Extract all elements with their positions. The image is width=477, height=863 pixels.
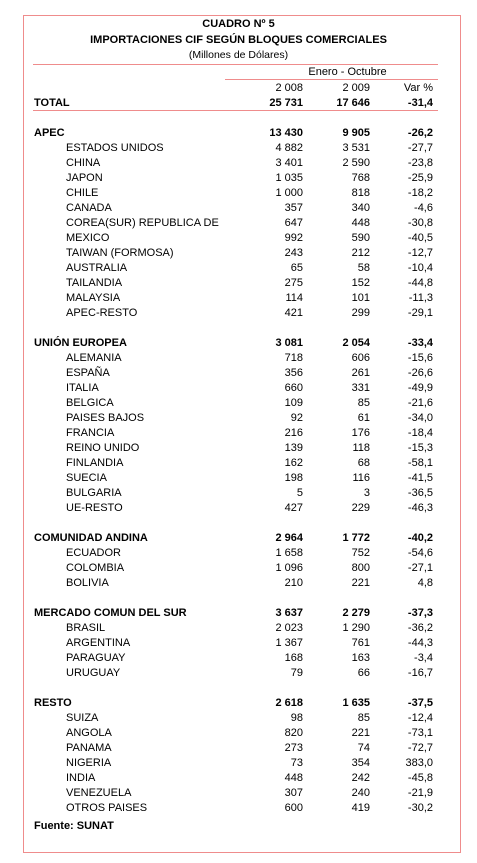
value-2008: 114 — [285, 292, 303, 304]
row-label: REINO UNIDO — [66, 442, 140, 454]
row-label: COLOMBIA — [66, 562, 125, 574]
value-2008: 98 — [290, 712, 303, 724]
row-label: MALAYSIA — [66, 292, 121, 304]
value-var: -18,2 — [407, 187, 433, 199]
value-var: -44,3 — [407, 637, 433, 649]
value-var: -11,3 — [408, 292, 433, 304]
row-label: CANADA — [66, 202, 112, 214]
value-var: 4,8 — [417, 577, 433, 589]
value-2008: 718 — [284, 352, 303, 364]
value-2009: 212 — [351, 247, 370, 259]
value-2009: 229 — [351, 502, 370, 514]
value-2008: 3 637 — [275, 607, 303, 619]
row-label: BULGARIA — [66, 487, 122, 499]
row-label: NIGERIA — [66, 757, 112, 769]
value-var: -26,6 — [407, 367, 433, 379]
value-2009: 606 — [351, 352, 370, 364]
value-var: -45,8 — [407, 772, 433, 784]
value-2008: 162 — [284, 457, 303, 469]
source-note: Fuente: SUNAT — [34, 820, 114, 832]
row-label: TOTAL — [34, 97, 70, 109]
value-2008: 1 035 — [275, 172, 303, 184]
value-2009: 85 — [357, 397, 370, 409]
value-var: -15,3 — [407, 442, 433, 454]
column-header-2009: 2 009 — [342, 82, 370, 94]
table-units: (Millones de Dólares) — [188, 49, 289, 61]
value-2008: 820 — [284, 727, 303, 739]
value-2009: 768 — [351, 172, 370, 184]
value-2009: 818 — [351, 187, 370, 199]
row-label: BOLIVIA — [66, 577, 109, 589]
value-var: -49,9 — [407, 382, 433, 394]
value-2008: 357 — [284, 202, 303, 214]
value-2009: 221 — [351, 727, 370, 739]
row-label: OTROS PAISES — [66, 802, 148, 814]
value-2008: 2 023 — [275, 622, 303, 634]
value-2009: 261 — [351, 367, 370, 379]
value-var: -3,4 — [414, 652, 433, 664]
value-var: -40,2 — [407, 532, 433, 544]
value-var: -18,4 — [407, 427, 433, 439]
value-2008: 109 — [284, 397, 303, 409]
value-2008: 243 — [284, 247, 303, 259]
value-2009: 761 — [351, 637, 370, 649]
row-label: UE-RESTO — [66, 502, 123, 514]
value-var: -21,6 — [407, 397, 433, 409]
value-2009: 74 — [357, 742, 370, 754]
value-2008: 198 — [284, 472, 303, 484]
value-2009: 9 905 — [342, 127, 370, 139]
value-var: -16,7 — [407, 667, 433, 679]
table-subtitle: IMPORTACIONES CIF SEGÚN BLOQUES COMERCIALES — [90, 34, 387, 46]
row-label: ARGENTINA — [66, 637, 131, 649]
value-2009: 17 646 — [336, 97, 370, 109]
row-label: ITALIA — [66, 382, 99, 394]
value-2008: 92 — [290, 412, 303, 424]
value-2008: 647 — [284, 217, 303, 229]
value-2008: 1 000 — [275, 187, 303, 199]
value-2009: 590 — [351, 232, 370, 244]
value-2009: 1 290 — [342, 622, 370, 634]
value-2008: 275 — [284, 277, 303, 289]
value-2009: 68 — [357, 457, 370, 469]
row-label: ESPAÑA — [66, 367, 110, 379]
value-2009: 242 — [351, 772, 370, 784]
value-var: -23,8 — [407, 157, 433, 169]
row-label: SUECIA — [66, 472, 107, 484]
value-2009: 66 — [357, 667, 370, 679]
row-label: URUGUAY — [66, 667, 121, 679]
value-var: -72,7 — [407, 742, 433, 754]
value-var: -33,4 — [407, 337, 433, 349]
value-var: -21,9 — [407, 787, 433, 799]
value-2009: 152 — [351, 277, 370, 289]
value-2009: 1 772 — [342, 532, 370, 544]
row-label: ALEMANIA — [66, 352, 122, 364]
row-label: ECUADOR — [66, 547, 122, 559]
row-label: MERCADO COMUN DEL SUR — [34, 607, 187, 619]
value-2008: 660 — [284, 382, 303, 394]
value-2008: 3 081 — [275, 337, 303, 349]
value-2009: 1 635 — [342, 697, 370, 709]
value-2009: 61 — [357, 412, 370, 424]
row-label: BELGICA — [66, 397, 114, 409]
value-2009: 331 — [351, 382, 370, 394]
row-label: TAILANDIA — [66, 277, 123, 289]
row-label: PANAMA — [66, 742, 112, 754]
value-var: -25,9 — [407, 172, 433, 184]
row-label: UNIÓN EUROPEA — [34, 337, 127, 349]
period-rule — [225, 79, 438, 80]
value-2009: 85 — [357, 712, 370, 724]
row-label: ANGOLA — [66, 727, 112, 739]
row-label: APEC-RESTO — [66, 307, 138, 319]
value-2008: 2 618 — [275, 697, 303, 709]
value-2009: 3 — [363, 487, 370, 499]
value-2009: 240 — [351, 787, 370, 799]
value-var: -31,4 — [407, 97, 433, 109]
row-label: COMUNIDAD ANDINA — [34, 532, 148, 544]
value-var: -37,3 — [407, 607, 433, 619]
value-var: -12,4 — [407, 712, 433, 724]
row-label: APEC — [34, 127, 65, 139]
row-label: CHILE — [66, 187, 99, 199]
value-var: -10,4 — [407, 262, 433, 274]
period-label: Enero - Octubre — [308, 66, 387, 78]
value-2009: 752 — [351, 547, 370, 559]
value-var: -29,1 — [407, 307, 433, 319]
value-2008: 307 — [284, 787, 303, 799]
value-2009: 118 — [352, 442, 370, 454]
value-2009: 800 — [351, 562, 370, 574]
value-2009: 299 — [351, 307, 370, 319]
value-2008: 1 658 — [275, 547, 303, 559]
column-header-2008: 2 008 — [275, 82, 303, 94]
value-var: -34,0 — [407, 412, 433, 424]
value-var: -36,2 — [407, 622, 433, 634]
value-2008: 2 964 — [275, 532, 303, 544]
row-label: JAPON — [66, 172, 103, 184]
row-label: TAIWAN (FORMOSA) — [66, 247, 174, 259]
value-var: -40,5 — [407, 232, 433, 244]
row-label: COREA(SUR) REPUBLICA DE — [66, 217, 219, 229]
value-2008: 600 — [284, 802, 303, 814]
value-var: 383,0 — [405, 757, 433, 769]
row-label: FRANCIA — [66, 427, 115, 439]
row-label: BRASIL — [66, 622, 106, 634]
value-var: -30,2 — [407, 802, 433, 814]
value-var: -27,1 — [407, 562, 433, 574]
row-label: RESTO — [34, 697, 72, 709]
value-2009: 58 — [357, 262, 370, 274]
value-2008: 65 — [290, 262, 303, 274]
value-2008: 1 096 — [275, 562, 303, 574]
value-2009: 221 — [351, 577, 370, 589]
value-2008: 73 — [290, 757, 303, 769]
value-2009: 448 — [351, 217, 370, 229]
row-label: CHINA — [66, 157, 101, 169]
table-title: CUADRO Nº 5 — [202, 18, 275, 30]
value-2008: 3 401 — [275, 157, 303, 169]
value-var: -58,1 — [407, 457, 433, 469]
value-2008: 13 430 — [269, 127, 303, 139]
row-label: MEXICO — [66, 232, 110, 244]
row-label: PARAGUAY — [66, 652, 126, 664]
value-2008: 79 — [290, 667, 303, 679]
value-2009: 3 531 — [342, 142, 370, 154]
value-2008: 168 — [284, 652, 303, 664]
value-2008: 992 — [284, 232, 303, 244]
row-label: ESTADOS UNIDOS — [66, 142, 164, 154]
value-var: -12,7 — [407, 247, 433, 259]
value-2009: 354 — [351, 757, 370, 769]
value-2008: 210 — [284, 577, 303, 589]
value-var: -46,3 — [407, 502, 433, 514]
value-2008: 273 — [284, 742, 303, 754]
value-2009: 2 590 — [342, 157, 370, 169]
row-label: INDIA — [66, 772, 96, 784]
value-2008: 421 — [284, 307, 303, 319]
row-label: VENEZUELA — [66, 787, 132, 799]
value-2008: 139 — [284, 442, 303, 454]
value-2008: 25 731 — [269, 97, 303, 109]
value-2008: 1 367 — [275, 637, 303, 649]
value-var: -54,6 — [407, 547, 433, 559]
value-2008: 356 — [284, 367, 303, 379]
row-label: SUIZA — [66, 712, 99, 724]
value-var: -30,8 — [407, 217, 433, 229]
value-2008: 216 — [284, 427, 303, 439]
value-var: -41,5 — [407, 472, 433, 484]
value-2009: 419 — [351, 802, 370, 814]
value-var: -27,7 — [407, 142, 433, 154]
value-2009: 176 — [351, 427, 370, 439]
value-2009: 2 279 — [342, 607, 370, 619]
value-var: -44,8 — [407, 277, 433, 289]
value-var: -73,1 — [407, 727, 433, 739]
value-2008: 427 — [284, 502, 303, 514]
value-2009: 2 054 — [342, 337, 370, 349]
value-var: -36,5 — [407, 487, 433, 499]
value-2009: 340 — [351, 202, 370, 214]
row-label: AUSTRALIA — [66, 262, 128, 274]
value-2008: 5 — [296, 487, 303, 499]
value-2009: 163 — [351, 652, 370, 664]
value-2008: 4 882 — [275, 142, 303, 154]
value-var: -4,6 — [414, 202, 433, 214]
value-var: -37,5 — [407, 697, 433, 709]
row-label: PAISES BAJOS — [66, 412, 145, 424]
header-top-rule — [33, 64, 438, 65]
value-var: -26,2 — [407, 127, 433, 139]
value-2009: 101 — [351, 292, 370, 304]
value-2008: 448 — [284, 772, 303, 784]
value-var: -15,6 — [407, 352, 433, 364]
value-2009: 116 — [352, 472, 370, 484]
column-header-var: Var % — [403, 82, 433, 94]
row-label: FINLANDIA — [66, 457, 124, 469]
header-bottom-rule — [33, 110, 438, 111]
